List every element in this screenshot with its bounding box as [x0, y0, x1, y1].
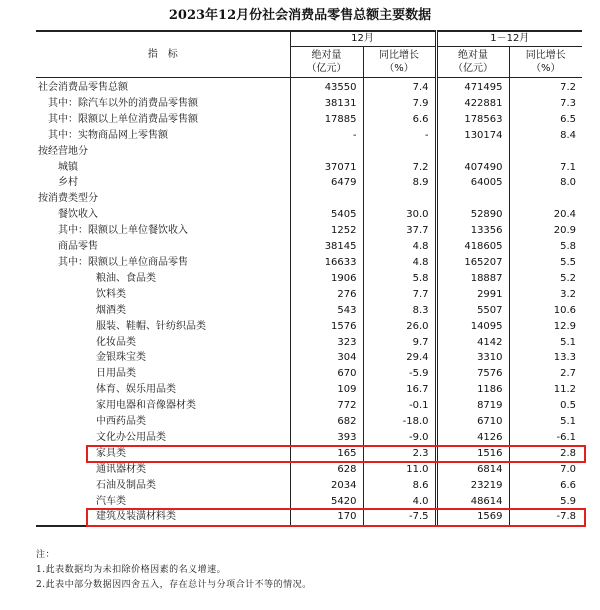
ytd-yoy-cell: 5.9 — [509, 494, 582, 510]
footnote-2: 2.此表中部分数据因四舍五入，存在总计与分项合计不等的情况。 — [36, 580, 312, 590]
ytd-abs-cell: 6814 — [436, 462, 509, 478]
table-title: 2023年12月份社会消费品零售总额主要数据 — [168, 8, 432, 23]
table-row — [36, 398, 582, 414]
table-row — [36, 319, 582, 335]
row-label: 商品零售 — [58, 241, 98, 253]
month-abs-cell — [290, 191, 363, 207]
month-yoy-cell: - — [363, 128, 436, 144]
row-label: 粮油、食品类 — [96, 272, 156, 284]
ytd-yoy-cell: 11.2 — [509, 382, 582, 398]
month-yoy-cell: 4.8 — [363, 239, 436, 255]
month-yoy-cell: 11.0 — [363, 462, 436, 478]
ytd-yoy-cell: 6.5 — [509, 112, 582, 128]
ytd-abs-cell: 178563 — [436, 112, 509, 128]
row-label: 中西药品类 — [96, 416, 146, 428]
month-yoy-cell: 7.7 — [363, 287, 436, 303]
ytd-yoy-cell: 5.2 — [509, 271, 582, 287]
month-abs-cell: 1906 — [290, 271, 363, 287]
ytd-abs-cell: 418605 — [436, 239, 509, 255]
ytd-abs-cell: 8719 — [436, 398, 509, 414]
month-yoy-cell: 2.3 — [363, 446, 436, 462]
ytd-abs-header: 绝对量 （亿元） — [436, 47, 509, 78]
month-abs-cell: 17885 — [290, 112, 363, 128]
table-row — [36, 303, 582, 319]
month-abs-cell: 670 — [290, 366, 363, 382]
row-label: 通讯器材类 — [96, 463, 146, 475]
table-row — [36, 191, 582, 207]
month-abs-cell: 165 — [290, 446, 363, 462]
month-abs-cell: 2034 — [290, 478, 363, 494]
ytd-header: 1－12月 — [436, 31, 582, 47]
row-label: 化妆品类 — [96, 336, 136, 348]
ytd-yoy-cell: 5.5 — [509, 255, 582, 271]
table-row — [36, 350, 582, 366]
ytd-yoy-cell: -7.8 — [509, 509, 582, 526]
ytd-yoy-cell: 10.6 — [509, 303, 582, 319]
ytd-yoy-cell: 13.3 — [509, 350, 582, 366]
month-yoy-cell: -7.5 — [363, 509, 436, 526]
ytd-yoy-cell: -6.1 — [509, 430, 582, 446]
row-label: 汽车类 — [96, 495, 126, 507]
month-yoy-cell — [363, 191, 436, 207]
row-label: 饮料类 — [96, 288, 126, 300]
table-row — [36, 96, 582, 112]
ytd-abs-cell: 52890 — [436, 207, 509, 223]
ytd-abs-cell: 5507 — [436, 303, 509, 319]
month-abs-cell: 5405 — [290, 207, 363, 223]
table-row — [36, 239, 582, 255]
ytd-yoy-cell — [509, 191, 582, 207]
ytd-abs-cell: 1516 — [436, 446, 509, 462]
row-label: 日用品类 — [96, 368, 136, 380]
table-row — [36, 494, 582, 510]
row-label: 文化办公用品类 — [96, 431, 166, 443]
month-abs-cell: 170 — [290, 509, 363, 526]
month-yoy-cell: 16.7 — [363, 382, 436, 398]
ytd-yoy-cell: 7.1 — [509, 160, 582, 176]
ytd-abs-cell: 48614 — [436, 494, 509, 510]
month-abs-header: 绝对量 （亿元） — [290, 47, 363, 78]
row-label: 乡村 — [58, 177, 78, 189]
month-abs-cell: 393 — [290, 430, 363, 446]
month-abs-cell: 16633 — [290, 255, 363, 271]
ytd-yoy-cell: 8.4 — [509, 128, 582, 144]
ytd-yoy-cell: 8.0 — [509, 175, 582, 191]
ytd-abs-cell: 130174 — [436, 128, 509, 144]
month-abs-cell: 682 — [290, 414, 363, 430]
month-abs-cell: 6479 — [290, 175, 363, 191]
month-yoy-cell: -5.9 — [363, 366, 436, 382]
month-yoy-cell: 8.3 — [363, 303, 436, 319]
row-label: 建筑及装潢材料类 — [36, 509, 290, 526]
month-abs-cell: 38131 — [290, 96, 363, 112]
month-abs-cell: 37071 — [290, 160, 363, 176]
month-yoy-cell: -0.1 — [363, 398, 436, 414]
month-yoy-cell: 9.7 — [363, 335, 436, 351]
row-label: 家用电器和音像器材类 — [96, 400, 196, 412]
month-yoy-cell: 26.0 — [363, 319, 436, 335]
indicator-header: 指 标 — [36, 31, 290, 78]
month-abs-cell: 5420 — [290, 494, 363, 510]
month-yoy-cell: 7.2 — [363, 160, 436, 176]
ytd-yoy-cell — [509, 144, 582, 160]
month-abs-cell: 43550 — [290, 78, 363, 96]
ytd-yoy-cell: 0.5 — [509, 398, 582, 414]
footnote-heading: 注： — [36, 550, 56, 560]
month-yoy-cell: 7.9 — [363, 96, 436, 112]
month-yoy-cell: 29.4 — [363, 350, 436, 366]
ytd-abs-cell: 4126 — [436, 430, 509, 446]
month-yoy-cell: 5.8 — [363, 271, 436, 287]
month-abs-cell: 543 — [290, 303, 363, 319]
ytd-abs-cell — [436, 144, 509, 160]
row-label: 服装、鞋帽、针纺织品类 — [96, 320, 206, 332]
ytd-abs-cell: 471495 — [436, 78, 509, 96]
ytd-yoy-cell: 7.3 — [509, 96, 582, 112]
ytd-abs-cell: 4142 — [436, 335, 509, 351]
ytd-abs-cell: 1569 — [436, 509, 509, 526]
row-label: 其中：实物商品网上零售额 — [48, 129, 168, 141]
table-row — [36, 223, 582, 239]
month-yoy-cell: 4.0 — [363, 494, 436, 510]
month-abs-cell: 1576 — [290, 319, 363, 335]
month-abs-cell: 109 — [290, 382, 363, 398]
ytd-abs-cell: 7576 — [436, 366, 509, 382]
ytd-abs-cell: 3310 — [436, 350, 509, 366]
ytd-yoy-cell: 2.7 — [509, 366, 582, 382]
row-label: 其中：限额以上单位消费品零售额 — [48, 113, 198, 125]
row-label: 其中：除汽车以外的消费品零售额 — [48, 97, 198, 109]
month-yoy-cell — [363, 144, 436, 160]
row-label: 其中：限额以上单位商品零售 — [58, 256, 188, 268]
month-yoy-cell: 8.9 — [363, 175, 436, 191]
month-abs-cell: 323 — [290, 335, 363, 351]
row-label: 其中：限额以上单位餐饮收入 — [58, 225, 188, 237]
ytd-abs-cell: 165207 — [436, 255, 509, 271]
row-label: 按消费类型分 — [38, 193, 98, 205]
month-yoy-cell: -9.0 — [363, 430, 436, 446]
highlight-box — [86, 445, 586, 463]
month-abs-cell: 304 — [290, 350, 363, 366]
table-row — [36, 78, 582, 96]
highlight-box — [86, 508, 586, 527]
table-row — [36, 160, 582, 176]
footnotes — [36, 548, 312, 593]
table-row — [36, 462, 582, 478]
table-row — [36, 430, 582, 446]
row-label: 金银珠宝类 — [96, 352, 146, 364]
ytd-abs-cell: 6710 — [436, 414, 509, 430]
table-row — [36, 382, 582, 398]
month-abs-cell: - — [290, 128, 363, 144]
month-yoy-cell: 37.7 — [363, 223, 436, 239]
month-abs-cell: 628 — [290, 462, 363, 478]
ytd-yoy-cell: 7.0 — [509, 462, 582, 478]
month-header: 12月 — [290, 31, 436, 47]
row-label: 按经营地分 — [38, 145, 88, 157]
ytd-yoy-cell: 7.2 — [509, 78, 582, 96]
ytd-yoy-cell: 6.6 — [509, 478, 582, 494]
ytd-yoy-cell: 20.4 — [509, 207, 582, 223]
month-yoy-cell: 6.6 — [363, 112, 436, 128]
ytd-abs-cell: 2991 — [436, 287, 509, 303]
table-row — [36, 128, 582, 144]
table-row — [36, 287, 582, 303]
month-abs-cell — [290, 144, 363, 160]
month-yoy-cell: 30.0 — [363, 207, 436, 223]
month-yoy-cell: -18.0 — [363, 414, 436, 430]
table-row — [36, 335, 582, 351]
row-label: 社会消费品零售总额 — [38, 82, 128, 93]
month-yoy-cell: 4.8 — [363, 255, 436, 271]
month-yoy-cell: 7.4 — [363, 78, 436, 96]
ytd-yoy-cell: 20.9 — [509, 223, 582, 239]
footnote-1: 1.此表数据均为未扣除价格因素的名义增速。 — [36, 565, 227, 575]
month-abs-cell: 38145 — [290, 239, 363, 255]
ytd-abs-cell — [436, 191, 509, 207]
month-abs-cell: 276 — [290, 287, 363, 303]
table-row — [36, 255, 582, 271]
row-label: 烟酒类 — [96, 304, 126, 316]
row-label: 石油及制品类 — [96, 479, 156, 491]
ytd-abs-cell: 23219 — [436, 478, 509, 494]
ytd-yoy-cell: 3.2 — [509, 287, 582, 303]
table-row — [36, 271, 582, 287]
ytd-yoy-cell: 5.8 — [509, 239, 582, 255]
ytd-abs-cell: 407490 — [436, 160, 509, 176]
ytd-yoy-cell: 2.8 — [509, 446, 582, 462]
table-row — [36, 144, 582, 160]
ytd-abs-cell: 1186 — [436, 382, 509, 398]
ytd-abs-cell: 18887 — [436, 271, 509, 287]
table-row — [36, 207, 582, 223]
row-label: 家具类 — [96, 447, 126, 459]
month-yoy-header: 同比增长 （%） — [363, 47, 436, 78]
table-row — [36, 112, 582, 128]
ytd-yoy-cell: 12.9 — [509, 319, 582, 335]
row-label: 城镇 — [58, 161, 78, 173]
row-label: 体育、娱乐用品类 — [96, 384, 176, 396]
table-row — [36, 414, 582, 430]
ytd-abs-cell: 14095 — [436, 319, 509, 335]
table-row — [36, 366, 582, 382]
month-yoy-cell: 8.6 — [363, 478, 436, 494]
ytd-abs-cell: 64005 — [436, 175, 509, 191]
ytd-yoy-header: 同比增长 （%） — [509, 47, 582, 78]
ytd-yoy-cell: 5.1 — [509, 335, 582, 351]
month-abs-cell: 1252 — [290, 223, 363, 239]
ytd-abs-cell: 13356 — [436, 223, 509, 239]
month-abs-cell: 772 — [290, 398, 363, 414]
table-row — [36, 175, 582, 191]
table-row — [36, 478, 582, 494]
ytd-yoy-cell: 5.1 — [509, 414, 582, 430]
ytd-abs-cell: 422881 — [436, 96, 509, 112]
row-label: 餐饮收入 — [58, 209, 98, 221]
